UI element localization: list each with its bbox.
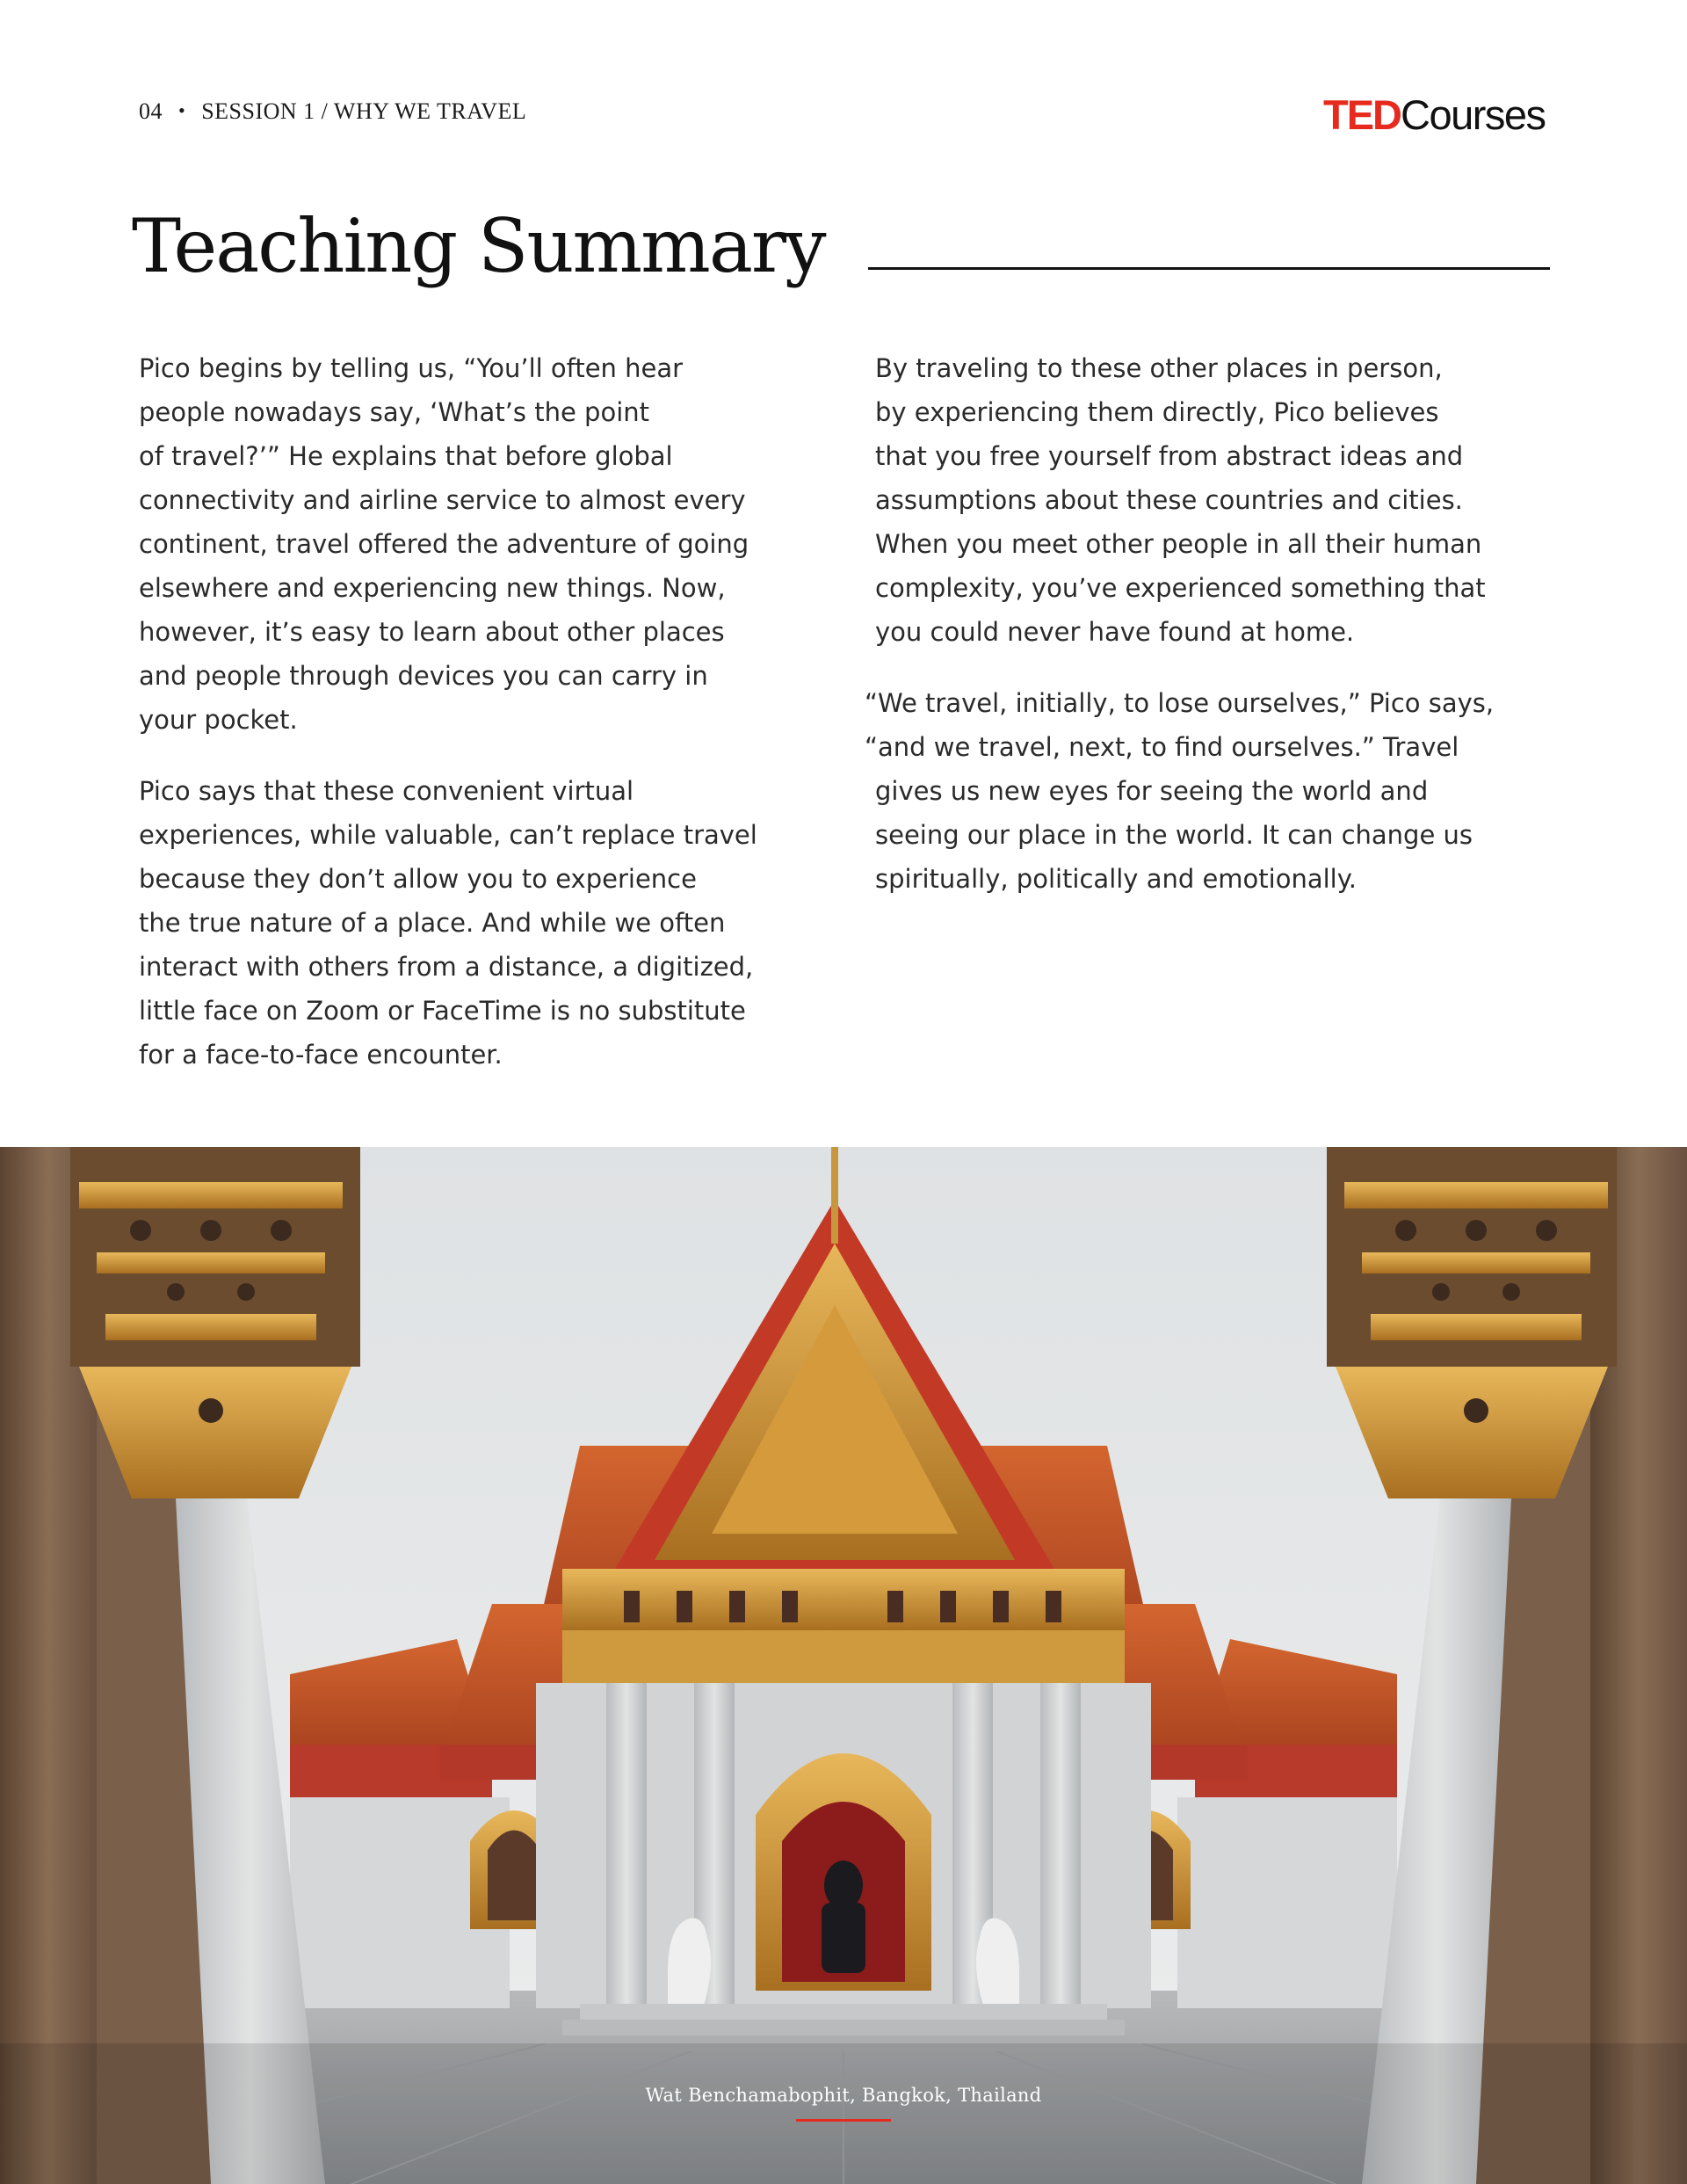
paragraph-left-1 [139, 346, 807, 742]
text-line: gives us new eyes for seeing the world and [875, 776, 1429, 806]
text-line: experiences, while valuable, can’t replace travel [139, 820, 757, 850]
text-line: for a face-to-face encounter. [139, 1040, 503, 1070]
text-line: By traveling to these other places in person, [875, 353, 1443, 383]
text-line: the true nature of a place. And while we often [139, 908, 726, 938]
paragraph-right-1 [875, 346, 1543, 654]
title-rule [868, 267, 1550, 270]
text-line: interact with others from a distance, a digitized, [139, 952, 754, 982]
header-separator: • [178, 99, 186, 121]
logo-courses: Courses [1401, 91, 1546, 138]
ted-courses-logo [1323, 93, 1546, 137]
paragraph-left-2 [139, 769, 807, 1077]
text-line: your pocket. [139, 705, 298, 735]
page-title: Teaching Summary [132, 203, 825, 289]
text-line: by experiencing them directly, Pico believes [875, 397, 1439, 427]
caption-rule [796, 2119, 891, 2122]
page-number: 04 [139, 98, 163, 124]
text-line: elsewhere and experiencing new things. Now, [139, 573, 726, 603]
text-line: “and we travel, next, to find ourselves.” Travel [865, 732, 1459, 762]
paragraph-right-2 [865, 681, 1543, 901]
text-line: little face on Zoom or FaceTime is no substitute [139, 996, 746, 1026]
text-line: seeing our place in the world. It can change us [875, 820, 1473, 850]
session-label: SESSION 1 / WHY WE TRAVEL [201, 98, 527, 124]
text-line: Pico says that these convenient virtual [139, 776, 634, 806]
text-line: people nowadays say, ‘What’s the point [139, 397, 650, 427]
text-line: however, it’s easy to learn about other places [139, 617, 725, 647]
running-header [139, 98, 526, 125]
logo-ted: TED [1323, 91, 1401, 138]
temple-photo [0, 1147, 1687, 2184]
text-line: that you free yourself from abstract ideas and [875, 441, 1464, 471]
text-line: When you meet other people in all their human [875, 529, 1482, 559]
text-line: complexity, you’ve experienced something that [875, 573, 1486, 603]
text-line: and people through devices you can carry in [139, 661, 708, 691]
text-line: you could never have found at home. [875, 617, 1355, 647]
text-line: of travel?’” He explains that before global [139, 441, 673, 471]
text-line: connectivity and airline service to almost every [139, 485, 746, 515]
text-line: because they don’t allow you to experience [139, 864, 697, 894]
photo-caption: Wat Benchamabophit, Bangkok, Thailand [645, 2085, 1042, 2106]
right-column [865, 346, 1543, 928]
text-line: “We travel, initially, to lose ourselves,” Pico says, [865, 688, 1495, 718]
text-line: continent, travel offered the adventure of going [139, 529, 749, 559]
text-line: assumptions about these countries and cities. [875, 485, 1463, 515]
text-line: Pico begins by telling us, “You’ll often hear [139, 353, 684, 383]
text-line: spiritually, politically and emotionally. [875, 864, 1357, 894]
left-column [139, 346, 807, 1104]
